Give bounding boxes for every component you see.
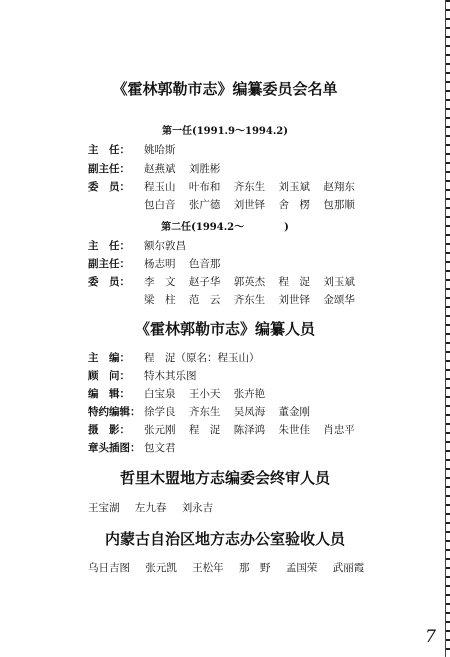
person-name: 王松年 — [192, 562, 224, 574]
person-name: 刘胜彬 — [188, 163, 221, 175]
person-name: 范 云 — [188, 294, 221, 306]
person-name: 王小天 — [188, 388, 221, 400]
role-label: 章头插图： — [88, 442, 141, 454]
person-name: 左九春 — [134, 502, 167, 514]
person-name: 金颂华 — [323, 294, 355, 306]
person-name: 张广德 — [188, 199, 221, 211]
person-name: 舍 楞 — [278, 199, 311, 211]
person-name: 董金刚 — [278, 406, 311, 418]
role-label: 委 员： — [88, 181, 130, 193]
person-name: 朱世佳 — [278, 424, 311, 436]
person-name: 陈泽鸿 — [233, 424, 266, 436]
person-name: 赵子华 — [188, 276, 221, 288]
staff-row — [88, 386, 275, 401]
person-name: 额尔敦昌 — [144, 240, 186, 252]
role-label: 副主任： — [88, 258, 130, 270]
staff-title: 《霍林郭勒市志》编纂人员 — [134, 320, 315, 338]
person-name: 赵翔东 — [323, 181, 355, 193]
person-name: 特木其乐图 — [144, 370, 197, 382]
person-name: 刘世铎 — [233, 199, 266, 211]
person-name: 刘永吉 — [181, 502, 214, 514]
staff-row — [88, 404, 320, 419]
person-name: 包文君 — [144, 442, 176, 454]
person-name: 色音那 — [188, 258, 221, 270]
role-label: 特约编辑： — [88, 406, 141, 418]
term1-row — [88, 142, 186, 157]
person-name: 郭英杰 — [233, 276, 266, 288]
review-title: 哲里木盟地方志编委会终审人员 — [119, 469, 330, 487]
role-label — [88, 292, 144, 307]
role-label: 摄 影： — [88, 424, 130, 436]
staff-row — [88, 440, 186, 455]
staff-row — [88, 350, 270, 365]
role-label: 副主任： — [88, 163, 130, 175]
term2-row — [88, 292, 365, 307]
role-label: 主 编： — [88, 352, 130, 364]
page-number: 7 — [425, 627, 436, 647]
person-name: 李 文 — [144, 276, 176, 288]
term2-row — [88, 274, 365, 289]
person-name: 肖忠平 — [323, 424, 355, 436]
role-label: 委 员： — [88, 276, 130, 288]
term1-heading: 第一任(1991.9～1994.2) — [161, 126, 288, 137]
person-name: 那 野 — [239, 562, 271, 574]
term2-row — [88, 238, 196, 253]
person-name: 刘玉斌 — [323, 276, 355, 288]
person-name: 吴凤海 — [233, 406, 266, 418]
person-name: 白宝泉 — [144, 388, 176, 400]
person-name: 王宝湖 — [88, 502, 120, 514]
person-name: 梁 柱 — [144, 294, 176, 306]
person-name: 程 浞 — [188, 424, 221, 436]
person-name: 刘世铎 — [278, 294, 311, 306]
person-name: 程 浞 — [278, 276, 311, 288]
term2-heading: 第二任(1994.2～ ) — [161, 222, 289, 233]
term1-row — [88, 161, 230, 176]
person-name: 齐东生 — [233, 181, 266, 193]
person-name: 刘玉斌 — [278, 181, 311, 193]
person-name: 叶布和 — [188, 181, 221, 193]
person-name: 包那顺 — [323, 199, 355, 211]
person-name: 齐东生 — [188, 406, 221, 418]
acceptance-names — [88, 560, 376, 575]
term2-row — [88, 256, 230, 271]
person-name: 张元刚 — [144, 424, 176, 436]
person-name: 徐学良 — [144, 406, 176, 418]
person-name: 赵燕斌 — [144, 163, 176, 175]
staff-row — [88, 368, 207, 383]
role-label: 编 辑： — [88, 388, 130, 400]
role-label: 主 任： — [88, 240, 130, 252]
person-name: 程 浞（原名：程玉山） — [144, 352, 260, 364]
term1-row — [88, 197, 365, 212]
person-name: 包白音 — [144, 199, 176, 211]
person-name: 齐东生 — [233, 294, 266, 306]
person-name: 乌日吉图 — [88, 562, 130, 574]
person-name: 张卉艳 — [233, 388, 266, 400]
staff-row — [88, 422, 365, 437]
person-name: 孟国荣 — [285, 562, 318, 574]
review-names — [88, 500, 225, 515]
role-label — [88, 197, 144, 212]
person-name: 杨志明 — [144, 258, 176, 270]
person-name: 张元凯 — [145, 562, 177, 574]
role-label: 顾 问： — [88, 370, 130, 382]
role-label: 主 任： — [88, 144, 130, 156]
acceptance-title: 内蒙古自治区地方志办公室验收人员 — [104, 530, 345, 548]
person-name: 程玉山 — [144, 181, 176, 193]
term1-row — [88, 179, 365, 194]
person-name: 姚哈斯 — [144, 144, 176, 156]
person-name: 武丽霞 — [332, 562, 365, 574]
committee-title: 《霍林郭勒市志》编纂委员会名单 — [112, 80, 338, 98]
